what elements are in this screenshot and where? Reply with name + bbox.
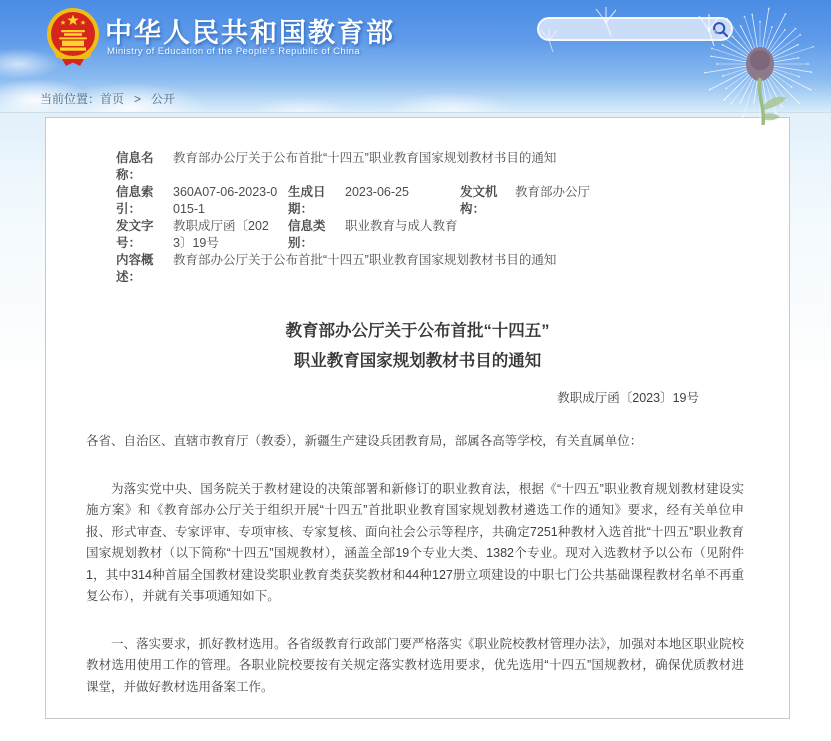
meta-label-category: 信息类别： xyxy=(288,219,326,250)
breadcrumb-separator: > xyxy=(134,92,142,106)
content-panel xyxy=(45,117,790,719)
site-title: 中华人民共和国教育部 xyxy=(105,18,395,48)
document-number: 教职成厅函〔2023〕19号 xyxy=(557,391,699,405)
site-subtitle: Ministry of Education of the People's Republic of China xyxy=(107,46,360,57)
breadcrumb xyxy=(40,90,175,107)
paragraph-1: 为落实党中央、国务院关于教材建设的决策部署和新修订的职业教育法，根据《“十四五”职业教育规划教材建设实施方案》和《教育部办公厅关于组织开展“十四五”首批职业教育国家规划教材遴选工作的通知》要求，经有关单位申报、形式审查、专家评审、专项审核、专家复核、面向社会公示等程序，共确定7251种教材入选首批“十四五”职业教育国家规划教材（以下简称“十四五”国规教材），涵盖全部19个专业大类、1382个专业。现对入选教材予以公布（见附件1，其中314种首届全国教材建设奖职业教育类获奖教材和44种127册立项建设的中职七门公共基础课程教材名单不再重复公布），并就有关事项通知如下。 xyxy=(86,481,744,603)
search-box xyxy=(537,17,733,41)
document-title-line1: 教育部办公厅关于公布首批“十四五” xyxy=(285,322,550,340)
china-national-emblem-icon xyxy=(46,7,100,67)
search-input[interactable] xyxy=(539,20,710,38)
meta-value-docno: 教职成厅函〔2023〕19号 xyxy=(173,219,269,250)
meta-label-agency: 发文机构： xyxy=(460,185,498,216)
document-title xyxy=(116,316,719,376)
meta-label-index: 信息索引： xyxy=(116,185,154,216)
meta-value-summary: 教育部办公厅关于公布首批“十四五”职业教育国家规划教材书目的通知 xyxy=(173,253,557,267)
page-background xyxy=(0,113,831,740)
paragraph-2: 一、落实要求，抓好教材选用。各省级教育行政部门要严格落实《职业院校教材管理办法》，加强对本地区职业院校教材选用使用工作的管理。各职业院校要按有关规定落实教材选用要求，优先选用“十四五”国规教材，确保优质教材进课堂，并做好教材选用备案工作。 xyxy=(86,636,744,694)
meta-value-title: 教育部办公厅关于公布首批“十四五”职业教育国家规划教材书目的通知 xyxy=(173,151,557,165)
breadcrumb-prefix: 当前位置： xyxy=(40,92,101,106)
meta-value-date: 2023-06-25 xyxy=(345,185,409,199)
search-icon xyxy=(712,21,729,38)
document-title-line2: 职业教育国家规划教材书目的通知 xyxy=(293,352,542,370)
breadcrumb-link-home[interactable]: 首页 xyxy=(100,92,125,106)
meta-label-summary: 内容概述： xyxy=(116,253,154,284)
meta-value-index: 360A07-06-2023-0015-1 xyxy=(173,185,278,216)
salutation: 各省、自治区、直辖市教育厅（教委），新疆生产建设兵团教育局，部属各高等学校，有关直属单位： xyxy=(86,434,643,448)
meta-label-title: 信息名称： xyxy=(116,151,154,182)
document-meta-table xyxy=(116,150,764,286)
meta-label-date: 生成日期： xyxy=(288,185,326,216)
meta-value-agency: 教育部办公厅 xyxy=(515,185,591,199)
breadcrumb-link-gongkai[interactable]: 公开 xyxy=(151,92,176,106)
site-header xyxy=(0,0,831,113)
meta-value-category: 职业教育与成人教育 xyxy=(345,219,458,233)
meta-label-docno: 发文字号： xyxy=(116,219,154,250)
search-button[interactable] xyxy=(710,18,731,40)
document-body xyxy=(86,431,744,698)
